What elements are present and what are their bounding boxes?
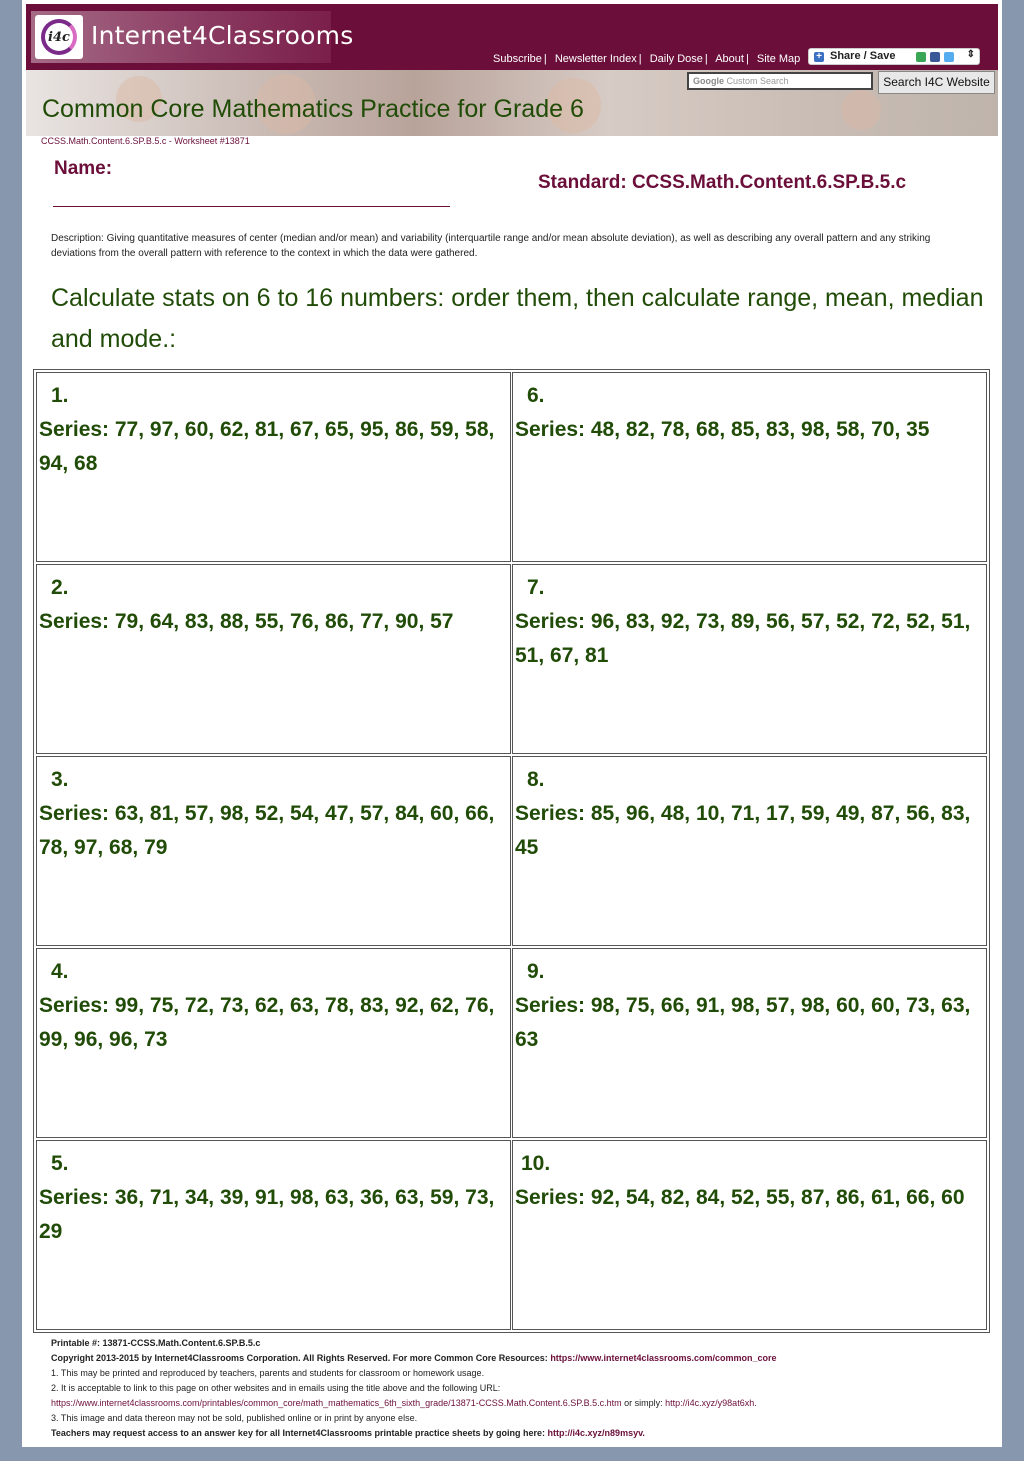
problem-number: 8. <box>527 768 545 791</box>
problem-cell <box>512 948 987 1138</box>
standard-label: Standard: CCSS.Math.Content.6.SP.B.5.c <box>538 172 907 193</box>
footer <box>51 1336 991 1441</box>
problem-number: 5. <box>51 1152 69 1175</box>
problem-cell <box>36 1140 511 1330</box>
problem-number: 9. <box>527 960 545 983</box>
i4c-logo-icon: i4c <box>35 15 83 59</box>
facebook-icon <box>930 52 940 62</box>
problem-number: 4. <box>51 960 69 983</box>
search-input[interactable]: Google Custom Search <box>687 72 873 90</box>
name-label: Name: <box>54 158 113 179</box>
problem-number: 2. <box>51 576 69 599</box>
problem-number: 10. <box>521 1152 551 1175</box>
name-underline <box>53 206 450 207</box>
instructions-heading: Calculate stats on 6 to 16 numbers: order them, then calculate range, mean, median and mode.: <box>51 284 984 353</box>
problem-series: Series: 99, 75, 72, 73, 62, 63, 78, 83, 92, 62, 76, 99, 96, 96, 73 <box>39 994 495 1051</box>
top-nav: Subscribe | Newsletter Index | Daily Dose | About | Site Map <box>493 53 801 65</box>
usage-note-3: 3. This image and data thereon may not be sold, published online or in print by anyone else. <box>51 1413 418 1423</box>
usage-note-2: 2. It is acceptable to link to this page on other websites and in emails using the title above and the following URL: <box>51 1383 501 1393</box>
problem-cell <box>512 756 987 946</box>
brand-name: Internet4Classrooms <box>91 21 354 50</box>
problem-series: Series: 96, 83, 92, 73, 89, 56, 57, 52, 72, 52, 51, 51, 67, 81 <box>515 610 971 667</box>
problem-cell <box>512 564 987 754</box>
page-title: Common Core Mathematics Practice for Grade 6 <box>42 95 584 123</box>
share-save-button[interactable]: + Share / Save ⇕ <box>808 48 980 65</box>
problem-number: 7. <box>527 576 545 599</box>
problem-series: Series: 79, 64, 83, 88, 55, 76, 86, 77, 90, 57 <box>39 610 454 633</box>
nav-subscribe[interactable]: Subscribe <box>493 53 542 65</box>
nav-daily-dose[interactable]: Daily Dose <box>649 53 703 65</box>
usage-note-1: 1. This may be printed and reproduced by teachers, parents and students for classroom or homework usage. <box>51 1368 485 1378</box>
problem-series: Series: 36, 71, 34, 39, 91, 98, 63, 36, 63, 59, 73, 29 <box>39 1186 495 1243</box>
problem-cell <box>36 948 511 1138</box>
usage-note-2-urls: https://www.internet4classrooms.com/printables/common_core/math_mathematics_6th_sixth_grade/13871-CCSS.Math.Content.6.SP.B.5.c.htm or simply: http://i4c.xyz/y98at6xh. <box>51 1398 757 1408</box>
problem-cell <box>512 372 987 562</box>
problem-cell <box>36 756 511 946</box>
problem-cell <box>36 372 511 562</box>
answer-key-link[interactable]: http://i4c.xyz/n89msyv. <box>547 1428 645 1438</box>
site-logo[interactable] <box>31 11 354 63</box>
problem-series: Series: 48, 82, 78, 68, 85, 83, 98, 58, 70, 35 <box>515 418 930 441</box>
problem-grid <box>33 369 990 1333</box>
nav-about[interactable]: About <box>715 53 744 65</box>
worksheet-url-link[interactable]: https://www.internet4classrooms.com/printables/common_core/math_mathematics_6th_sixth_grade/13871-CCSS.Math.Content.6.SP.B.5.c.htm <box>51 1398 622 1408</box>
problem-series: Series: 85, 96, 48, 10, 71, 17, 59, 49, 87, 56, 83, 45 <box>515 802 971 859</box>
problem-number: 3. <box>51 768 69 791</box>
search-button[interactable]: Search I4C Website <box>878 71 995 94</box>
copyright: Copyright 2013-2015 by Internet4Classrooms Corporation. All Rights Reserved. For more Common Core Resources: https://www.internet4classrooms.com/common_core <box>51 1353 777 1363</box>
nav-site-map[interactable]: Site Map <box>756 53 801 65</box>
chevron-down-icon: ⇕ <box>966 49 975 60</box>
common-core-link[interactable]: https://www.internet4classrooms.com/common_core <box>550 1353 777 1363</box>
share-email-icon <box>916 52 926 62</box>
problem-number: 1. <box>51 384 69 407</box>
answer-key-note: Teachers may request access to an answer key for all Internet4Classrooms printable practice sheets by going here: http://i4c.xyz/n89msyv. <box>51 1428 645 1438</box>
short-url-link[interactable]: http://i4c.xyz/y98at6xh. <box>665 1398 757 1408</box>
problem-number: 6. <box>527 384 545 407</box>
problem-cell <box>512 1140 987 1330</box>
breadcrumb: CCSS.Math.Content.6.SP.B.5.c - Worksheet #13871 <box>41 136 250 146</box>
nav-newsletter-index[interactable]: Newsletter Index <box>554 53 637 65</box>
problem-series: Series: 98, 75, 66, 91, 98, 57, 98, 60, 60, 73, 63, 63 <box>515 994 971 1051</box>
share-plus-icon: + <box>814 52 824 62</box>
problem-series: Series: 63, 81, 57, 98, 52, 54, 47, 57, 84, 60, 66, 78, 97, 68, 79 <box>39 802 495 859</box>
description: Description: Giving quantitative measures of center (median and/or mean) and variability (interquartile range and/or mean absolute deviation), as well as describing any overall pattern and any striking deviations from the overall pattern with reference to the context in which the data were gathered. <box>51 233 931 259</box>
problem-series: Series: 92, 54, 82, 84, 52, 55, 87, 86, 61, 66, 60 <box>515 1186 965 1209</box>
twitter-icon <box>944 52 954 62</box>
problem-series: Series: 77, 97, 60, 62, 81, 67, 65, 95, 86, 59, 58, 94, 68 <box>39 418 495 475</box>
problem-cell <box>36 564 511 754</box>
worksheet-page <box>22 0 1002 1447</box>
site-header <box>26 4 998 70</box>
printable-number: Printable #: 13871-CCSS.Math.Content.6.SP.B.5.c <box>51 1338 261 1348</box>
